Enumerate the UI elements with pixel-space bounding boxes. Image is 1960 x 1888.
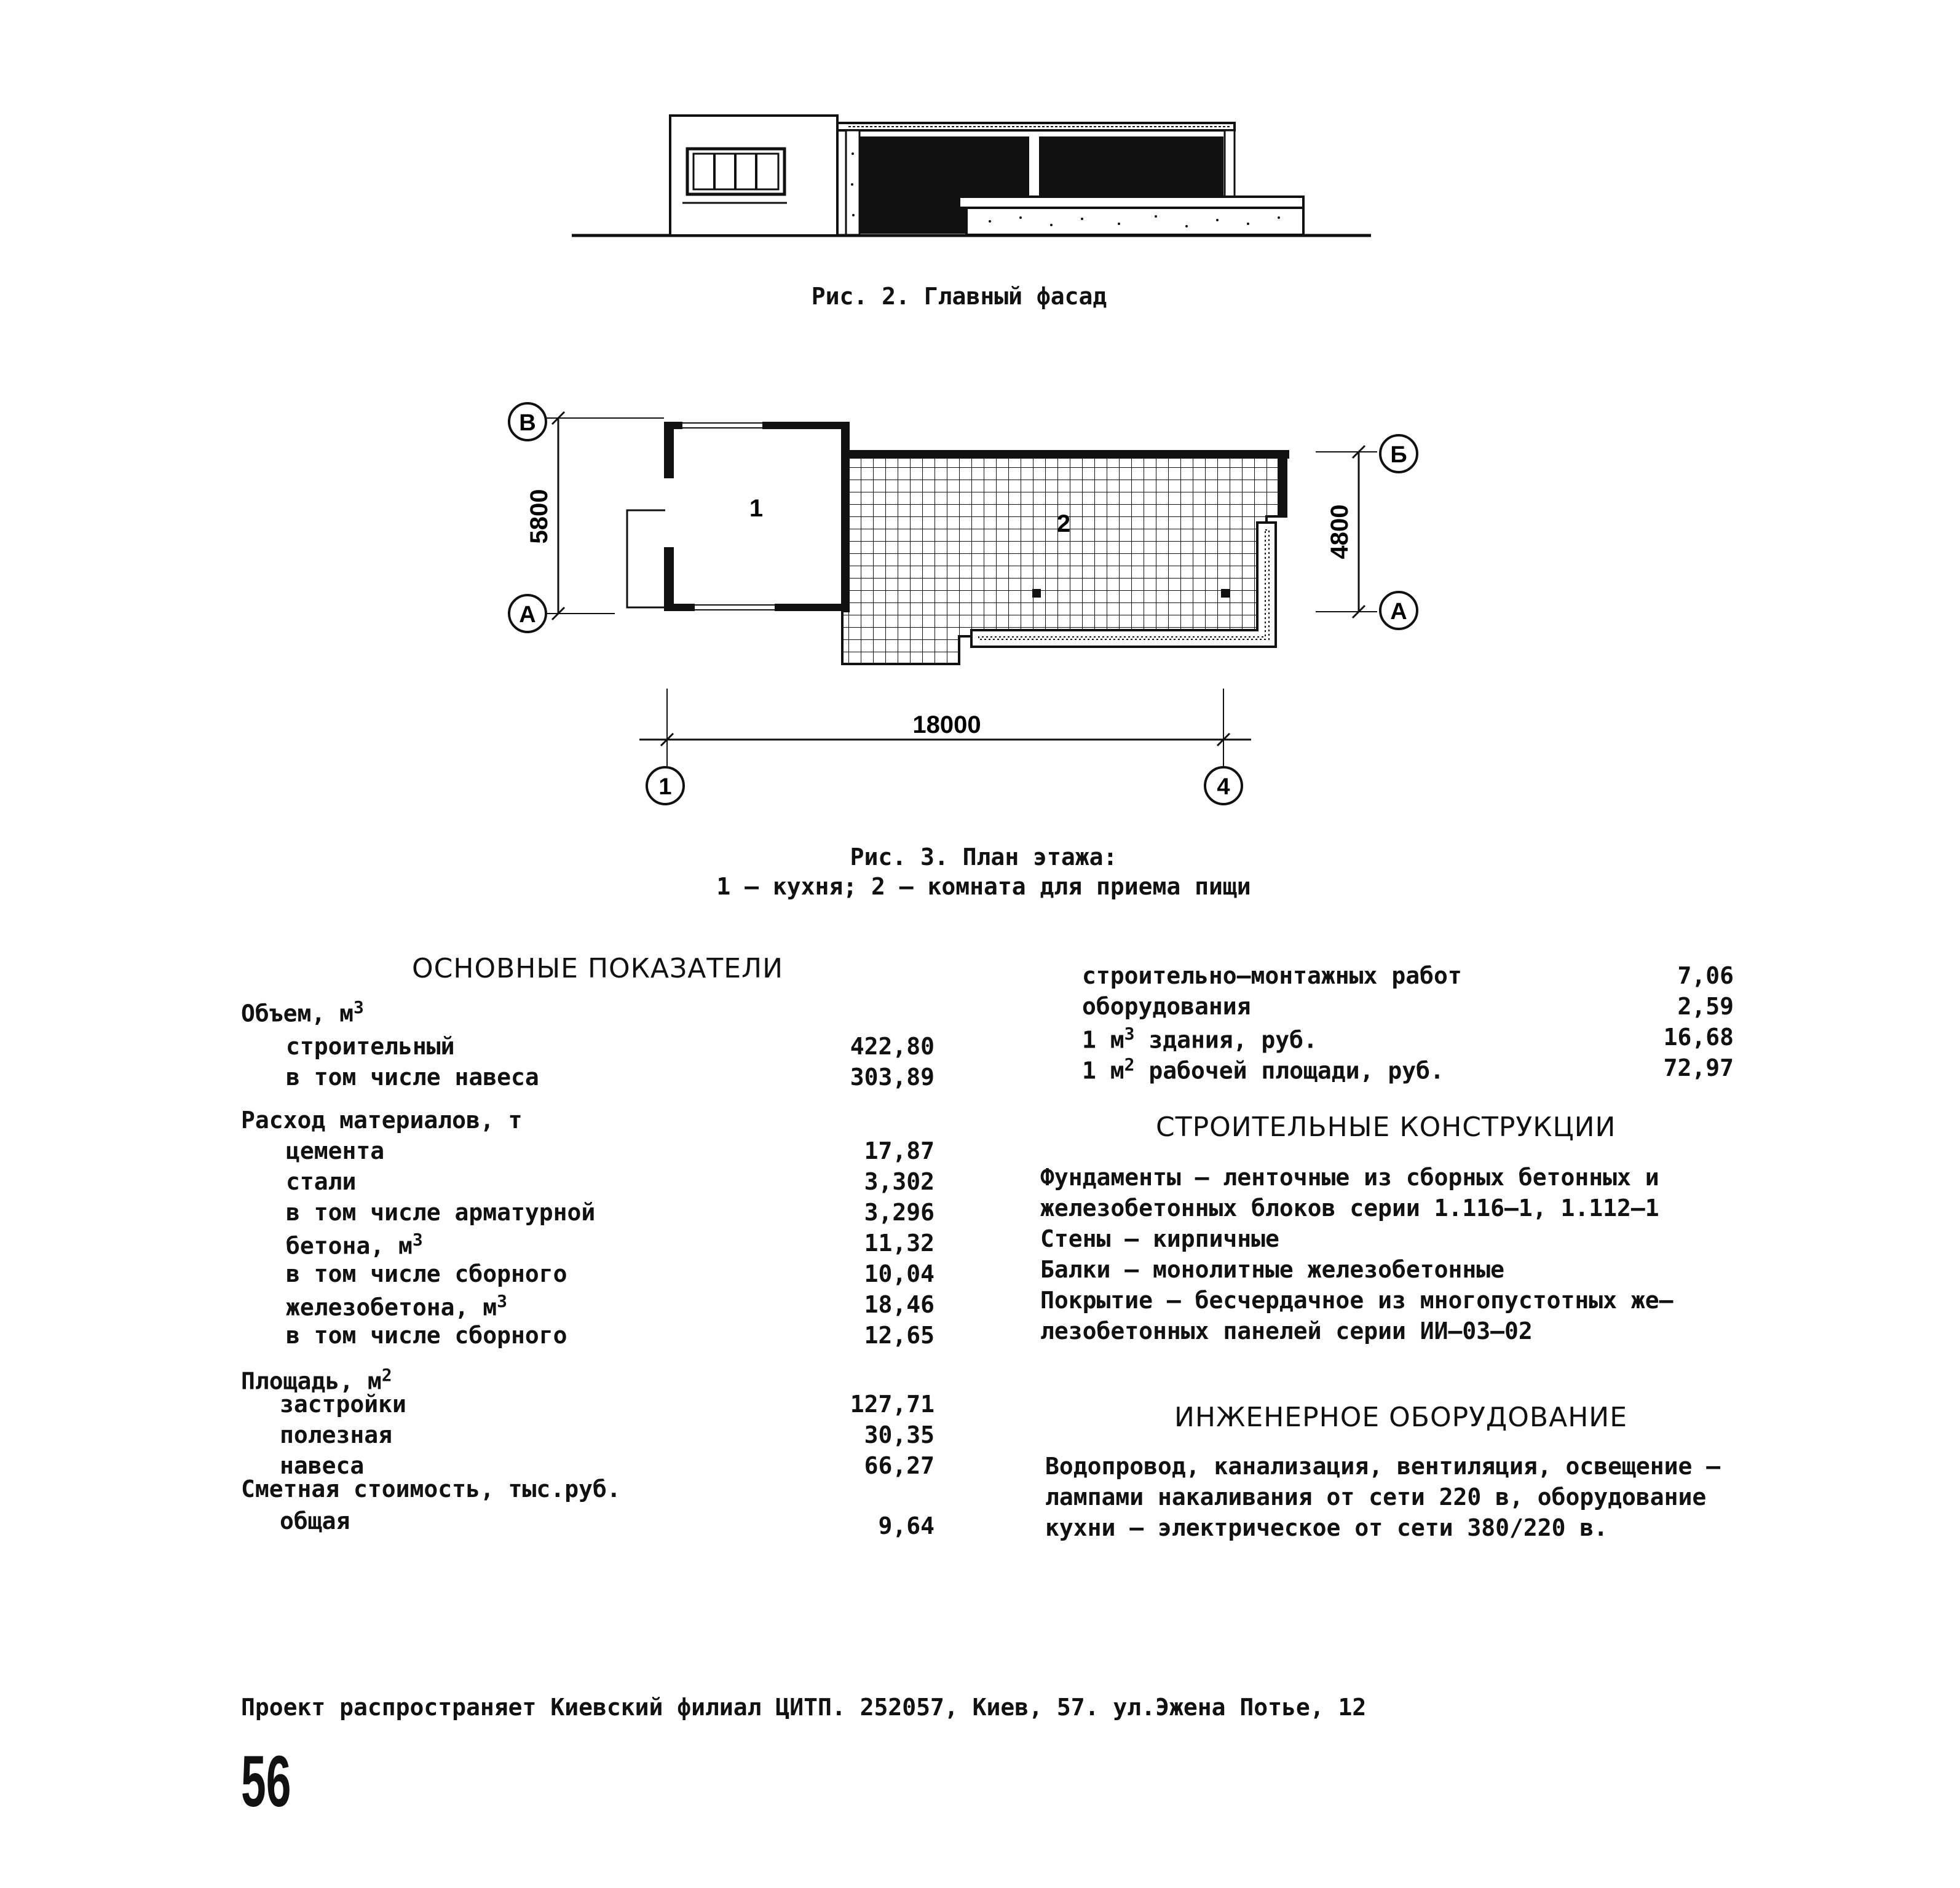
canopy-volume-value: 303,89 xyxy=(850,1064,935,1091)
useful-area-label: полезная xyxy=(280,1421,393,1448)
reinforced-concrete-label: железобетона, $м^3$ xyxy=(286,1291,508,1321)
dim-right-label: 4800 xyxy=(1326,504,1353,559)
precast-rc-label: в том числе сборного xyxy=(286,1322,567,1349)
axis-a-right-label: А xyxy=(1390,599,1407,625)
structures-line-1: Фундаменты – ленточные из сборных бетонных и xyxy=(1040,1164,1659,1191)
built-area-value: 127,71 xyxy=(850,1391,935,1418)
equipment-line-1: Водопровод, канализация, вентиляция, освещение – xyxy=(1045,1453,1721,1480)
equipment-cost-value: 2,59 xyxy=(1677,993,1734,1020)
precast-concrete-label: в том числе сборного xyxy=(286,1260,567,1287)
facade-caption: Рис. 2. Главный фасад xyxy=(811,283,1107,310)
steel-label: стали xyxy=(286,1168,357,1195)
page-number: 56 xyxy=(241,1741,291,1822)
plan-caption-line1: Рис. 3. План этажа: xyxy=(850,843,1118,871)
equipment-line-2: лампами накаливания от сети 220 в, оборудование xyxy=(1045,1483,1707,1511)
dim-bottom-label: 18000 xyxy=(912,711,981,738)
precast-concrete-value: 10,04 xyxy=(864,1260,935,1287)
cement-value: 17,87 xyxy=(864,1137,935,1164)
cost-per-m3-label: 1 $м^3$ здания, руб. xyxy=(1082,1024,1318,1054)
plan-caption-line2: 1 – кухня; 2 – комната для приема пищи xyxy=(716,873,1251,900)
useful-area-value: 30,35 xyxy=(864,1421,935,1448)
cement-label: цемента xyxy=(286,1137,385,1164)
cost-per-m2-label: 1 $м^2$ рабочей площади, руб. xyxy=(1082,1054,1444,1084)
built-area-label: застройки xyxy=(280,1391,406,1418)
equipment-title: ИНЖЕНЕРНОЕ ОБОРУДОВАНИЕ xyxy=(1174,1402,1628,1433)
building-volume-label: строительный xyxy=(286,1033,455,1060)
building-volume-value: 422,80 xyxy=(850,1033,935,1060)
steel-value: 3,302 xyxy=(864,1168,935,1195)
volume-heading: Объем, $м^3$ xyxy=(241,997,364,1027)
cost-per-m2-value: 72,97 xyxy=(1663,1054,1734,1081)
equipment-line-3: кухни – электрическое от сети 380/220 в. xyxy=(1045,1514,1608,1541)
cost-heading: Сметная стоимость, тыс.руб. xyxy=(241,1475,621,1503)
construction-cost-value: 7,06 xyxy=(1677,962,1734,989)
canopy-area-value: 66,27 xyxy=(864,1452,935,1479)
axis-a-left-label: А xyxy=(519,602,536,628)
materials-heading: Расход материалов, т xyxy=(241,1107,523,1134)
structures-line-2: железобетонных блоков серии 1.116–1, 1.112–1 xyxy=(1040,1195,1659,1222)
equipment-cost-label: оборудования xyxy=(1082,993,1251,1020)
distributor-line: Проект распространяет Киевский филиал ЦИТП. 252057, Киев, 57. ул.Эжена Потье, 12 xyxy=(241,1694,1367,1721)
axis-v-label: В xyxy=(519,410,536,436)
rebar-label: в том числе арматурной xyxy=(286,1199,596,1226)
area-heading: Площадь, $м^2$ xyxy=(241,1365,392,1395)
facade-drawing xyxy=(566,105,1377,246)
concrete-value: 11,32 xyxy=(864,1230,935,1257)
rebar-value: 3,296 xyxy=(864,1199,935,1226)
axis-1-label: 1 xyxy=(658,774,672,800)
canopy-volume-label: в том числе навеса xyxy=(286,1064,539,1091)
floor-plan-drawing xyxy=(504,393,1439,818)
structures-line-3: Стены – кирпичные xyxy=(1040,1225,1279,1252)
reinforced-concrete-value: 18,46 xyxy=(864,1291,935,1318)
room-1-label: 1 xyxy=(749,495,764,522)
canopy-area-label: навеса xyxy=(280,1452,365,1479)
indicators-title: ОСНОВНЫЕ ПОКАЗАТЕЛИ xyxy=(412,953,783,984)
total-cost-value: 9,64 xyxy=(878,1512,935,1539)
total-cost-label: общая xyxy=(280,1507,350,1534)
dim-left-label: 5800 xyxy=(526,489,553,544)
precast-rc-value: 12,65 xyxy=(864,1322,935,1349)
structures-title: СТРОИТЕЛЬНЫЕ КОНСТРУКЦИИ xyxy=(1156,1112,1616,1143)
axis-4-label: 4 xyxy=(1217,774,1230,800)
axis-b-label: Б xyxy=(1390,442,1407,468)
room-2-label: 2 xyxy=(1056,510,1071,537)
concrete-label: бетона, $м^3$ xyxy=(286,1230,423,1260)
construction-cost-label: строительно–монтажных работ xyxy=(1082,962,1462,989)
structures-line-4: Балки – монолитные железобетонные xyxy=(1040,1256,1504,1283)
structures-line-5: Покрытие – бесчердачное из многопустотных же– xyxy=(1040,1287,1674,1314)
cost-per-m3-value: 16,68 xyxy=(1663,1024,1734,1051)
structures-line-6: лезобетонных панелей серии ИИ–03–02 xyxy=(1040,1317,1533,1345)
